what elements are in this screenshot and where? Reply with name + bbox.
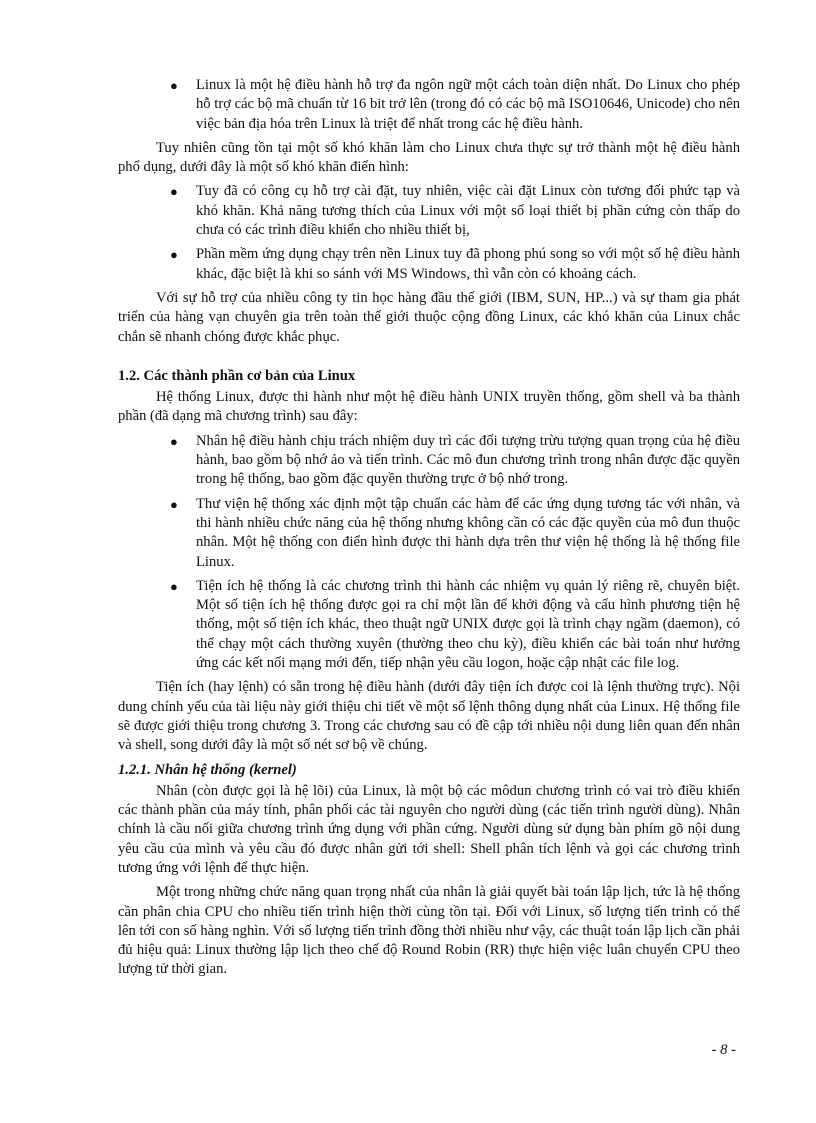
bullet-icon: ● [170, 578, 178, 594]
subsection-heading: 1.2.1. Nhân hệ thống (kernel) [118, 761, 297, 778]
paragraph: Hệ thống Linux, được thi hành như một hệ điều hành UNIX truyền thống, gồm shell và ba thành phần (đã dạng mã chương trình) sau đây: [118, 389, 740, 425]
list-item: ● Tuy đã có công cụ hỗ trợ cài đặt, tuy nhiên, việc cài đặt Linux còn tương đối phức tạp và khó khăn. Khả năng tương thích của Linux với một số loại thiết bị phần cứng còn thấp do chưa có các trình điều khiển cho nhiều thiết bị, [170, 183, 740, 239]
bullet-icon: ● [170, 247, 178, 263]
list-item: ● Linux là một hệ điều hành hỗ trợ đa ngôn ngữ một cách toàn diện nhất. Do Linux cho phép hỗ trợ các bộ mã chuẩn từ 16 bit trở lên (trong đó có các bộ mã ISO10646, Unicode) cho nên việc bản địa hóa trên Linux là triệt để nhất trong các hệ điều hành. [170, 77, 740, 132]
bullet-icon: ● [170, 184, 178, 200]
list-item: ● Phần mềm ứng dụng chạy trên nền Linux tuy đã phong phú song so với một số hệ điều hành khác, đặc biệt là khi so sánh với MS Windows, thì vẫn còn có khoảng cách. [170, 246, 740, 282]
list-item: ● Thư viện hệ thống xác định một tập chuẩn các hàm để các ứng dụng tương tác với nhân, và thi hành nhiều chức năng của hệ thống nhưng không cần có các đặc quyền của mô đun thuộc nhân. Một hệ thống con điển hình được thi hành dựa trên thư viện hệ thống là hệ thống file Linux. [170, 495, 740, 570]
list-item: ● Nhân hệ điều hành chịu trách nhiệm duy trì các đối tượng trừu tượng quan trọng của hệ điều hành, bao gồm bộ nhớ ảo và tiến trình. Các mô đun chương trình trong nhân được đặc quyền trong hệ thống, bao gồm đặc quyền thường trực ở bộ nhớ trong. [170, 432, 740, 488]
page-content [118, 76, 740, 985]
bullet-icon: ● [170, 433, 178, 449]
bullet-icon: ● [170, 78, 178, 93]
paragraph: Với sự hỗ trợ của nhiều công ty tin học hàng đầu thế giới (IBM, SUN, HP...) và sự tham gia phát triển của hàng vạn chuyên gia trên toàn thế giới thuộc cộng đồng Linux, các khó khăn của Linux chắc chắn sẽ nhanh chóng được khắc phục. [118, 289, 740, 345]
paragraph: Tiện ích (hay lệnh) có sẵn trong hệ điều hành (dưới đây tiện ích được coi là lệnh thường trực). Nội dung chính yếu của tài liệu này giới thiệu chi tiết về một số lệnh thông dụng nhất của Linux. Hệ thống file sẽ được giới thiệu trong chương 3. Trong các chương sau có đề cập tới nhiều nội dung liên quan đến nhân và shell, song dưới đây là một số nét sơ bộ về chúng. [118, 679, 740, 754]
paragraph: Nhân (còn được gọi là hệ lõi) của Linux, là một bộ các môdun chương trình có vai trò điều khiển các thành phần của máy tính, phân phối các tài nguyên cho người dùng (các tiến trình người dùng). Nhân chính là cầu nối giữa chương trình ứng dụng với phần cứng. Người dùng sử dụng bàn phím gõ nội dung yêu cầu của mình và yêu cầu đó được nhân gửi tới shell: Shell phân tích lệnh và gọi các chương trình tương ứng với lệnh để thực hiện. [118, 782, 740, 876]
bullet-list-difficulties [118, 182, 740, 283]
page-number: - 8 - [711, 1042, 736, 1058]
list-item: ● Tiện ích hệ thống là các chương trình thi hành các nhiệm vụ quản lý riêng rẽ, chuyên biệt. Một số tiện ích hệ thống được gọi ra chỉ một lần để khởi động và cấu hình phương tiện hệ thống, một số tiện ích khác, theo thuật ngữ UNIX được gọi là trình chạy ngầm (daemon), có thể chạy một cách thường xuyên (thường theo chu kỳ), điều khiển các bài toán như hưởng ứng các kết nối mạng mới đến, tiếp nhận yêu cầu logon, hoặc cập nhật các file log. [170, 577, 740, 672]
section-heading: 1.2. Các thành phần cơ bản của Linux [118, 367, 356, 384]
bullet-list-components [118, 432, 740, 674]
paragraph: Một trong những chức năng quan trọng nhất của nhân là giải quyết bài toán lập lịch, tức là hệ thống cần phân chia CPU cho nhiều tiến trình hiện thời cùng tồn tại. Đối với Linux, số lượng tiến trình có thể lên tới con số hàng nghìn. Với số lượng tiến trình đồng thời nhiều như vậy, các thuật toán lập lịch cần phải đủ hiệu quả: Linux thường lập lịch theo chế độ Round Robin (RR) thực hiện việc luân chuyển CPU theo lượng tử thời gian. [118, 884, 740, 978]
paragraph: Tuy nhiên cũng tồn tại một số khó khăn làm cho Linux chưa thực sự trở thành một hệ điều hành phổ dụng, dưới đây là một số khó khăn điển hình: [118, 139, 740, 176]
bullet-icon: ● [170, 496, 178, 512]
bullet-list-linux-advantages [118, 76, 740, 134]
